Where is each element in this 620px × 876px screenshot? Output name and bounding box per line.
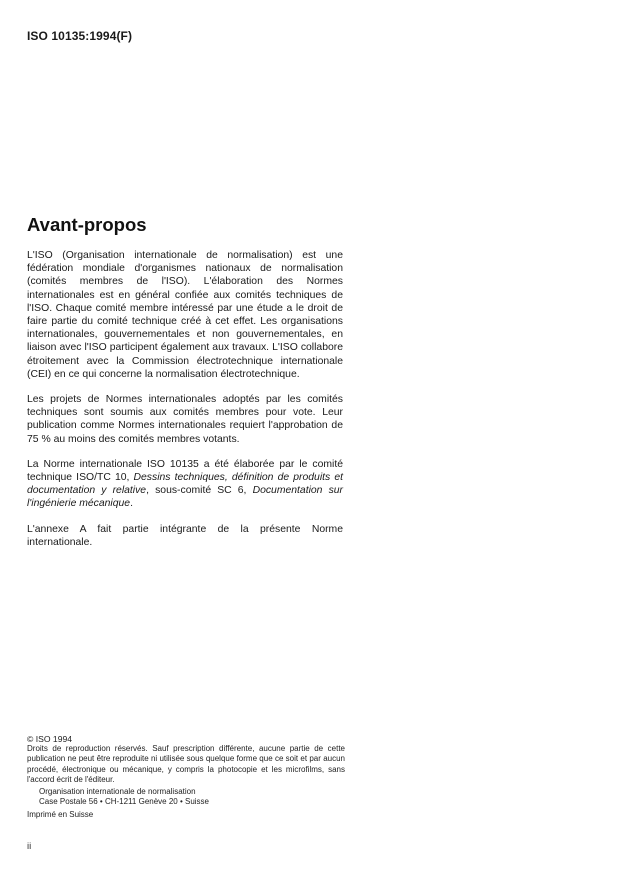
committee-text-1: La Norme internationale ISO 10135 a été élaborée par le comité technique ISO/TC 10, [27,458,343,484]
committee-text-2: , sous-comité SC 6, [146,485,253,497]
printed-in: Imprimé en Suisse [27,810,94,820]
paragraph-annex: L'annexe A fait partie intégrante de la présente Norme internationale. [27,523,343,548]
committee-text-3: . [130,498,133,510]
organization-name: Organisation internationale de normalisation [39,787,196,797]
copyright-footer [27,734,345,821]
rights-statement: Droits de reproduction réservés. Sauf prescription différente, aucune partie de cette publication ne peut être reproduite ni utilisée sous quelque forme que ce soit et par aucun procédé, électronique ou mécanique, y compris la photocopie et les microfilms, sans l'accord écrit de l'éditeur. [27,744,345,784]
copyright-notice: © ISO 1994 [27,734,73,744]
section-title: Avant-propos [27,214,147,235]
document-reference: ISO 10135:1994(F) [27,29,133,43]
subcommittee-title: Documentation sur l'ingénierie mécanique [27,485,343,510]
paragraph-voting: Les projets de Normes internationales adoptés par les comités techniques sont soumis aux comités membres pour vote. Leur publication comme Normes internationales requiert l'approbation de 75 % au moins des comités membres votants. [27,394,343,445]
foreword-body [27,249,343,549]
paragraph-iso-intro: L'ISO (Organisation internationale de normalisation) est une fédération mondiale d'organismes nationaux de normalisation (comités membres de l'ISO). L'élaboration des Normes internationales est en général confiée aux comités techniques de l'ISO. Chaque comité membre intéressé par une étude a le droit de faire partie du comité technique créé à cet effet. Les organisations internationales, gouvernementales et non gouvernementales, en liaison avec l'ISO participent également aux travaux. L'ISO collabore étroitement avec la Commission électrotechnique internationale (CEI) en ce qui concerne la normalisation électrotechnique. [27,250,343,380]
page-number: ii [27,841,32,852]
paragraph-committee [27,458,343,511]
organization-address: Case Postale 56 • CH-1211 Genève 20 • Suisse [39,797,209,807]
committee-title: Dessins techniques, définition de produits et documentation y relative [27,472,343,497]
